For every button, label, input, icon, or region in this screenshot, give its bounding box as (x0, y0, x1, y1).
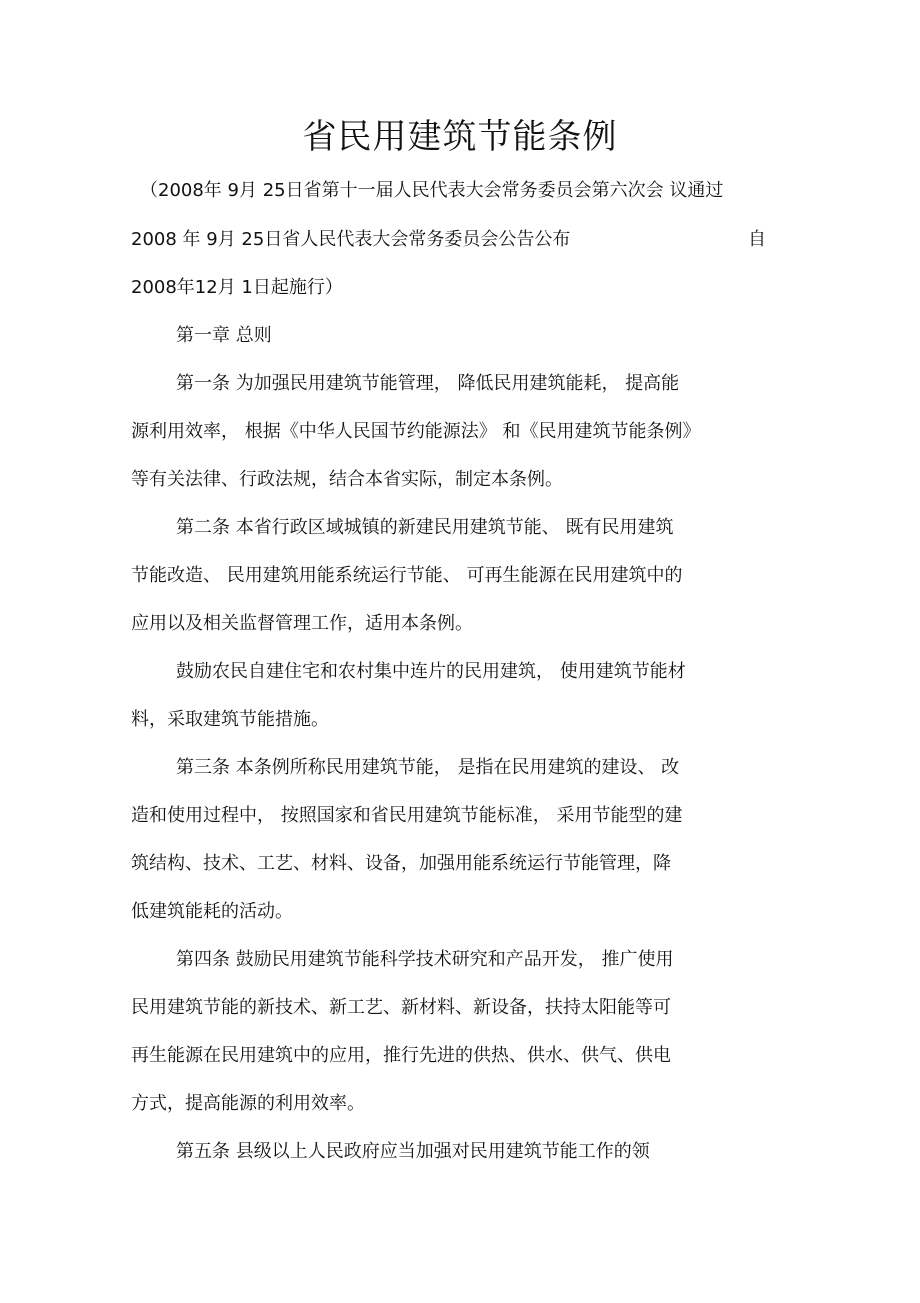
document-title: 省民用建筑节能条例 (302, 117, 618, 157)
chapter-heading-text: 第一章 总则 (176, 325, 272, 346)
body-text: 第二条 本省行政区域城镇的新建民用建筑节能、 既有民用建筑 (176, 517, 674, 538)
body-text: 第五条 县级以上人民政府应当加强对民用建筑节能工作的领 (176, 1141, 650, 1162)
body-text: 等有关法律、行政法规，结合本省实际，制定本条例。 (131, 469, 563, 490)
body-text: 第一条 为加强民用建筑节能管理， 降低民用建筑能耗， 提高能 (176, 373, 680, 394)
body-text: 民用建筑节能的新技术、新工艺、新材料、新设备，扶持太阳能等可 (131, 997, 671, 1018)
body-text: 节能改造、 民用建筑用能系统运行节能、 可再生能源在民用建筑中的 (131, 565, 683, 586)
body-text: 鼓励农民自建住宅和农村集中连片的民用建筑， 使用建筑节能材 (176, 661, 686, 682)
body-text: 筑结构、技术、工艺、材料、设备，加强用能系统运行节能管理，降 (131, 853, 671, 874)
body-text: 应用以及相关监督管理工作，适用本条例。 (131, 613, 473, 634)
body-text: 低建筑能耗的活动。 (131, 901, 293, 922)
body-text: 第四条 鼓励民用建筑节能科学技术研究和产品开发， 推广使用 (176, 949, 674, 970)
preamble-text: 2008年12月 1日起施行） (131, 277, 343, 298)
body-text: 方式，提高能源的利用效率。 (131, 1093, 365, 1114)
body-text: 源利用效率， 根据《中华人民国节约能源法》 和《民用建筑节能条例》 (131, 421, 701, 442)
preamble-text: （2008年 9月 25日省第十一届人民代表大会常务委员会第六次会 议通过 (140, 180, 724, 201)
body-text: 再生能源在民用建筑中的应用，推行先进的供热、供水、供气、供电 (131, 1045, 671, 1066)
body-text: 造和使用过程中， 按照国家和省民用建筑节能标准， 采用节能型的建 (131, 805, 683, 826)
preamble-text: 2008 年 9月 25日省人民代表大会常务委员会公告公布 (131, 229, 571, 250)
body-text: 料，采取建筑节能措施。 (131, 709, 329, 730)
body-text: 第三条 本条例所称民用建筑节能， 是指在民用建筑的建设、 改 (176, 757, 680, 778)
preamble-text-right: 自 (748, 229, 766, 250)
